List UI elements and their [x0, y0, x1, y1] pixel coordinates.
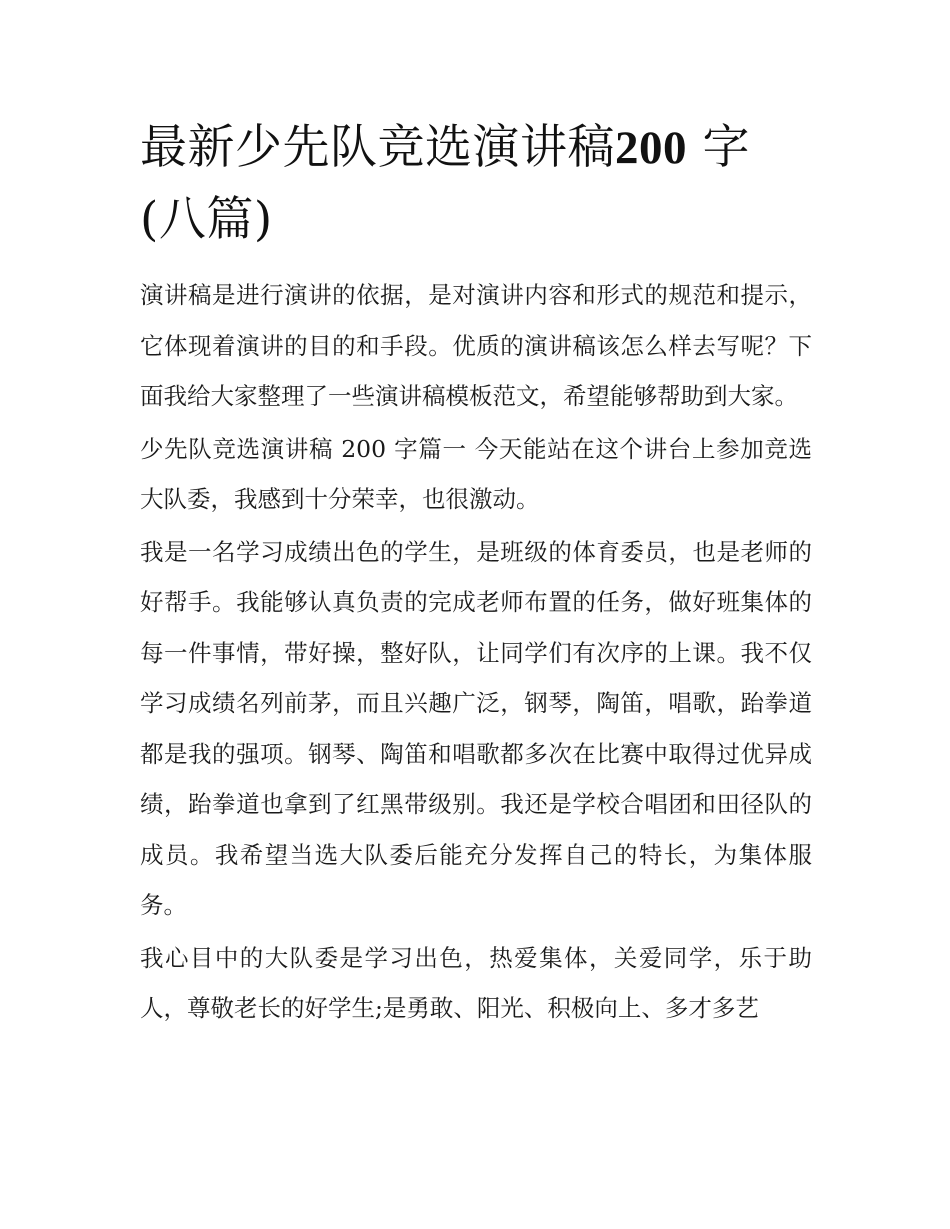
- title-suffix: 字: [687, 120, 750, 175]
- title-subtitle: (八篇): [140, 192, 273, 247]
- paragraph-speech-one-opening: 少先队竞选演讲稿 200 字篇一 今天能站在这个讲台上参加竞选大队委，我感到十分荣幸，也很激动。: [140, 434, 812, 513]
- paragraph-intro: 演讲稿是进行演讲的依据，是对演讲内容和形式的规范和提示，它体现着演讲的目的和手段。优质的演讲稿该怎么样去写呢？下面我给大家整理了一些演讲稿模板范文，希望能够帮助到大家。: [140, 281, 812, 410]
- document-title: [140, 112, 812, 256]
- title-text: 最新少先队竞选演讲稿: [140, 120, 615, 175]
- title-number: 200: [615, 122, 687, 174]
- paragraph-ideal-committee: 我心目中的大队委是学习出色，热爱集体，关爱同学，乐于助人，尊敬老长的好学生;是勇敢、阳光、积极向上、多才多艺: [140, 943, 812, 1022]
- paragraph-self-introduction: 我是一名学习成绩出色的学生，是班级的体育委员，也是老师的好帮手。我能够认真负责的完成老师布置的任务，做好班集体的每一件事情，带好操，整好队，让同学们有次序的上课。我不仅学习成绩名列前茅，而且兴趣广泛，钢琴，陶笛，唱歌，跆拳道都是我的强项。钢琴、陶笛和唱歌都多次在比赛中取得过优异成绩，跆拳道也拿到了红黑带级别。我还是学校合唱团和田径队的成员。我希望当选大队委后能充分发挥自己的特长，为集体服务。: [140, 537, 812, 919]
- document-content: [140, 112, 812, 1036]
